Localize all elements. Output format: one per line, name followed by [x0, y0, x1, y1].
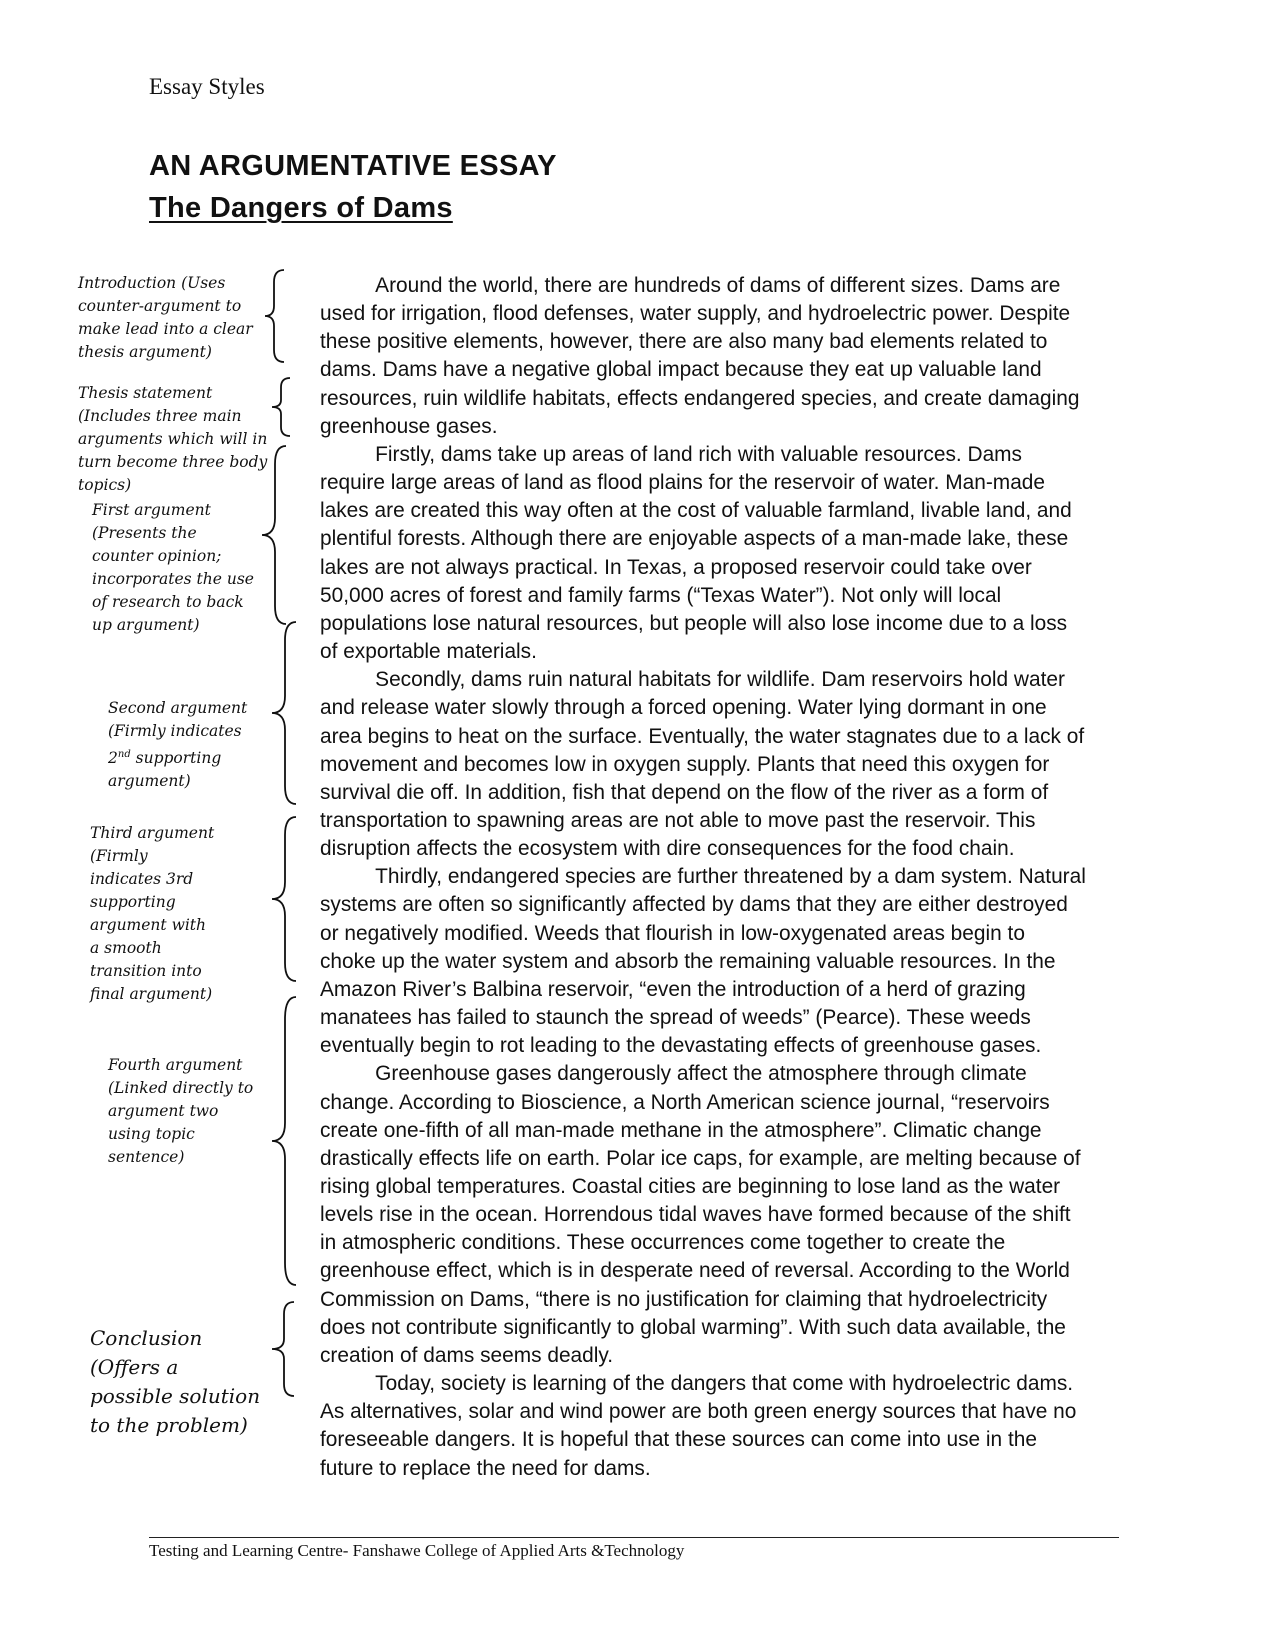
annotation-conclusion: Conclusion (Offers a possible solution to the problem)	[90, 1326, 261, 1437]
brace-introduction	[262, 268, 292, 364]
paragraph-third-argument: Thirdly, endangered species are further threatened by a dam system. Natural systems are often so significantly affected by dams that they are either destroyed or negatively modified. Weeds that flourish in low-oxygenated areas begin to choke up the water system and absorb the remaining valuable resources. In the Amazon River’s Balbina reservoir, “even the introduction of a herd of grazing manatees has failed to staunch the spread of weeds” (Pearce). These weeds eventually begin to rot leading to the devastating effects of greenhouse gases.	[320, 865, 1086, 1058]
page-footer: Testing and Learning Centre- Fanshawe College of Applied Arts &Technology	[149, 1541, 685, 1560]
paragraph-fourth-argument: Greenhouse gases dangerously affect the atmosphere through climate change. According to Bioscience, a North American science journal, “reservoirs create one-fifth of all man-made methane in the atmosphere”. Climatic change drastically effects life on earth. Polar ice caps, for example, are melting because of rising global temperatures. Coastal cities are beginning to lose land as the water levels rise in the ocean. Horrendous tidal waves have formed because of the shift in atmospheric conditions. These occurrences come together to create the greenhouse effect, which is in desperate need of reversal. According to the World Commission on Dams, “there is no justification for claiming that hydroelectricity does not contribute significantly to global warming”. With such data available, the creation of dams seems deadly.	[320, 1062, 1081, 1367]
paragraph-second-argument: Secondly, dams ruin natural habitats for wildlife. Dam reservoirs hold water and release water slowly through a forced opening. Water lying dormant in one area begins to heat on the surface. Eventually, the water stagnates due to a lack of movement and becomes low in oxygen supply. Plants that need this oxygen for survival die off. In addition, fish that depend on the flow of the river as a form of transportation to spawning areas are not able to move past the reservoir. This disruption affects the ecosystem with dire consequences for the food chain.	[320, 668, 1085, 861]
annotation-thesis: Thesis statement (Includes three main arguments which will in turn become three body topics)	[78, 384, 268, 494]
annotation-fourth-argument: Fourth argument (Linked directly to argument two using topic sentence)	[108, 1056, 254, 1166]
annotation-second-argument	[108, 697, 258, 793]
brace-conclusion	[268, 1300, 302, 1398]
brace-second-argument	[268, 620, 304, 806]
paragraph-first-argument: Firstly, dams take up areas of land rich with valuable resources. Dams require large areas of land as flood plains for the reservoir of water. Man-made lakes are created this way often at the cost of valuable farmland, livable land, and plentiful forests. Although there are enjoyable aspects of a man-made lake, these lakes are not always practical. In Texas, a proposed reservoir could take over 50,000 acres of forest and family farms (“Texas Water”). Not only will local populations lose natural resources, but people will also lose income due to a loss of exportable materials.	[320, 442, 1072, 664]
paragraph-conclusion: Today, society is learning of the dangers that come with hydroelectric dams. As alternatives, solar and wind power are both green energy sources that have no foreseeable dangers. It is hopeful that these sources can come into use in the future to replace the need for dams.	[320, 1372, 1077, 1480]
annotation-second-text-end: supporting argument)	[108, 749, 222, 791]
running-header: Essay Styles	[149, 74, 265, 99]
footer-divider	[149, 1537, 1119, 1538]
annotation-first-argument: First argument (Presents the counter opinion; incorporates the use of research to back up argument)	[92, 501, 254, 634]
brace-fourth-argument	[268, 995, 304, 1287]
brace-thesis	[268, 376, 298, 438]
annotation-third-argument: Third argument (Firmly indicates 3rd supporting argument with a smooth transition into final argument)	[90, 824, 215, 1003]
essay-body	[320, 272, 1086, 1483]
annotation-second-text: Second argument (Firmly indicates 2	[108, 699, 248, 768]
brace-first-argument	[258, 444, 294, 626]
annotation-second-superscript: nd	[117, 749, 131, 760]
paragraph-introduction: Around the world, there are hundreds of dams of different sizes. Dams are used for irrigation, flood defenses, water supply, and hydroelectric power. Despite these positive elements, however, there are also many bad elements related to dams. Dams have a negative global impact because they eat up valuable land resources, ruin wildlife habitats, effects endangered species, and create damaging greenhouse gases.	[320, 274, 1080, 438]
annotation-introduction: Introduction (Uses counter-argument to make lead into a clear thesis argument)	[78, 274, 253, 361]
page-title: AN ARGUMENTATIVE ESSAY	[149, 150, 557, 182]
essay-subtitle: The Dangers of Dams	[149, 192, 453, 224]
brace-third-argument	[268, 815, 304, 983]
